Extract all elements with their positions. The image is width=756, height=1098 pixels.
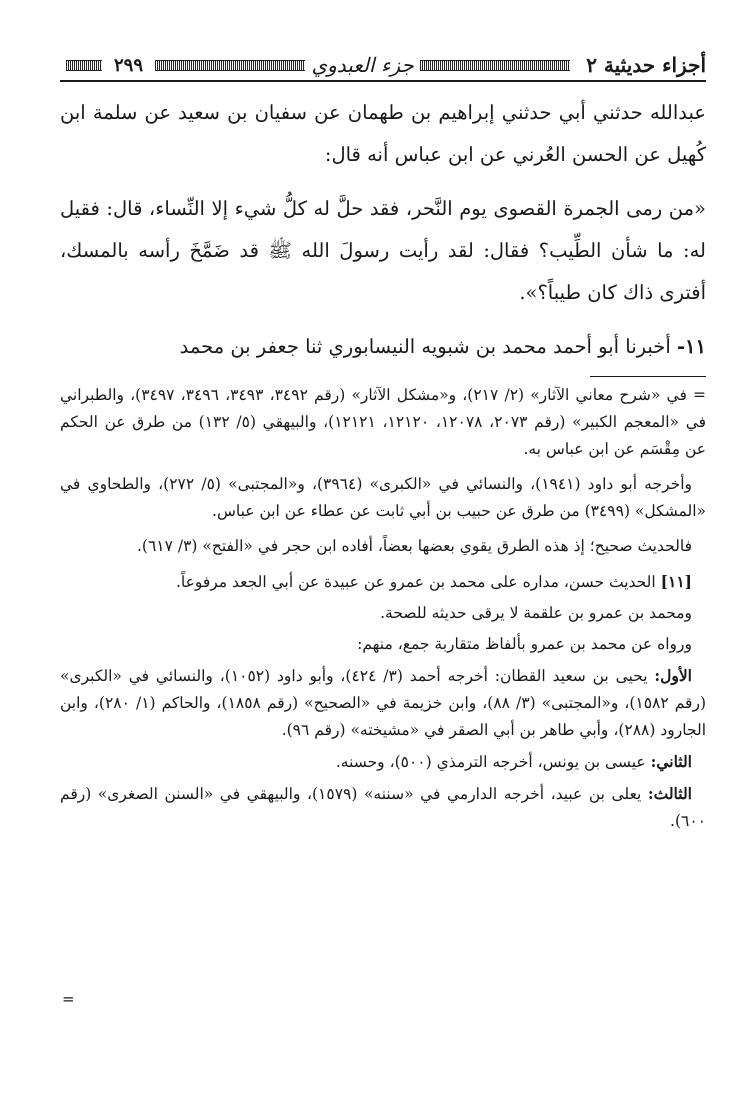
header-rule-middle — [155, 60, 305, 71]
second-text: عيسى بن يونس، أخرجه الترمذي (٥٠٠)، وحسنه. — [335, 753, 646, 771]
footnotes — [60, 382, 706, 839]
hadith-number: ١١- — [676, 335, 706, 358]
footnote-first — [60, 662, 706, 744]
footnote-second — [60, 748, 706, 776]
part-title: جزء العبدوي — [311, 53, 414, 77]
first-label: الأول: — [654, 666, 692, 685]
second-label: الثاني: — [650, 752, 692, 771]
running-header — [60, 50, 706, 82]
footnote-11-p2: ومحمد بن عمرو بن علقمة لا يرقى حديثه للصحة. — [380, 604, 692, 622]
footnote-11-text: الحديث حسن، مداره على محمد بن عمرو عن عبيدة عن أبي الجعد مرفوعاً. — [175, 573, 656, 591]
end-continue-mark: = — [62, 990, 75, 1008]
first-text: يحيى بن سعيد القطان: أخرجه أحمد (٣/ ٤٢٤)، وأبو داود (١٠٥٢)، والنسائي في «الكبرى» (رقم ١٥٨٢)، و«المجتبى» (٣/ ٨٨)، وابن خزيمة في «الصحيح» (رقم ١٨٥٨)، والحاكم (١/ ٢٨٠)، وابن الجارود (٢٨٨)، وأبي طاهر بن أبي الصقر في «مشيخته» (رقم ٩٦). — [60, 667, 706, 739]
isnad-paragraph: عبدالله حدثني أبي حدثني إبراهيم بن طهمان عن سفيان بن سعيد عن سلمة ابن كُهيل عن الحسن العُرني عن ابن عباس أنه قال: — [60, 101, 706, 166]
header-rule-right — [420, 60, 570, 71]
header-rule-left — [66, 60, 102, 71]
book-title: أجزاء حديثية ٢ — [586, 53, 706, 77]
hadith-quote: «من رمى الجمرة القصوى يوم النَّحر، فقد حلَّ له كلُّ شيء إلا النِّساء، قال: فقيل له: ما شأن الطِّيب؟ فقال: لقد رأيت رسولَ الله ﷺ قد ضَمَّخَ رأسه بالمسك، أفترى ذاك كان طيباً؟». — [60, 197, 706, 304]
footnote-11 — [60, 568, 706, 596]
main-text — [60, 92, 706, 368]
footnote-p2: وأخرجه أبو داود (١٩٤١)، والنسائي في «الكبرى» (٣٩٦٤)، و«المجتبى» (٥/ ٢٧٢)، والطحاوي في «المشكل» (٣٤٩٩) من طرق عن حبيب بن أبي ثابت عن عطاء عن ابن عباس. — [60, 475, 706, 520]
footnote-continued — [60, 382, 706, 463]
hadith-11-paragraph — [60, 326, 706, 368]
footnote-11-p3: ورواه عن محمد بن عمرو بألفاظ متقاربة جمع، منهم: — [357, 635, 692, 653]
continue-mark: = — [693, 386, 707, 404]
footnote-p1: في «شرح معاني الآثار» (٢/ ٢١٧)، و«مشكل الآثار» (رقم ٣٤٩٢، ٣٤٩٣، ٣٤٩٦، ٣٤٩٧)، والطبراني في «المعجم الكبير» (رقم ٢٠٧٣، ١٢٠٧٨، ١٢١٢٠، ١٢١٢١)، والبيهقي (٥/ ١٣٢) من طرق عن الحكم عن مِقْسَم عن ابن عباس به. — [60, 386, 707, 458]
third-label: الثالث: — [647, 784, 692, 803]
footnote-separator — [590, 376, 706, 377]
third-text: يعلى بن عبيد، أخرجه الدارمي في «سننه» (١٥٧٩)، والبيهقي في «السنن الصغرى» (رقم ٦٠٠). — [60, 785, 706, 830]
footnote-11-label: [١١] — [660, 572, 692, 591]
page-number: ٢٩٩ — [113, 54, 143, 76]
footnote-third — [60, 780, 706, 835]
hadith-11-text: أخبرنا أبو أحمد محمد بن شبويه النيسابوري ثنا جعفر بن محمد — [179, 335, 671, 358]
footnote-p3: فالحديث صحيح؛ إذ هذه الطرق يقوي بعضها بعضاً، أفاده ابن حجر في «الفتح» (٣/ ٦١٧). — [136, 537, 692, 555]
